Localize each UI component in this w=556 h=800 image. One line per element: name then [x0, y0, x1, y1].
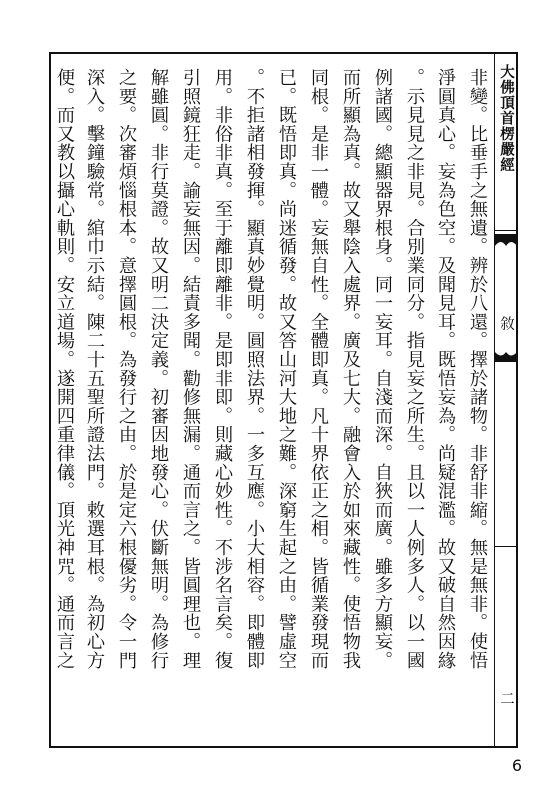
book-title: 大佛頂首楞嚴經 — [498, 64, 515, 173]
text-column-12: 之要。次審煩惱根本。意擇圓根。為發行之由。於是定六根優劣。令一門 — [116, 68, 137, 670]
text-column-1: 非變。比垂手之無遺。辨於八還。擇於諸物。非舒非縮。無是無非。使悟 — [467, 68, 488, 670]
fishtail-upper-icon — [495, 234, 517, 250]
divider-line — [495, 546, 517, 547]
folio-label: 二 — [498, 691, 514, 706]
text-column-9: 用。非俗非真。至于離即離非。是即非即。則藏心妙性。不涉名言矣。復 — [212, 68, 233, 670]
text-column-2: 淨圓真心。妄為色空。及聞見耳。既悟妄為。尚疑混濫。故又破自然因緣 — [435, 68, 456, 670]
text-column-13: 深入。擊鐘驗常。綰巾示結。陳二十五聖所證法門。敕選耳根。為初心方 — [84, 68, 105, 670]
margin-sidebar — [494, 54, 517, 746]
text-column-6: 同根。是非一體。妄無自性。全體即真。凡十界依正之相。皆循業發現而 — [308, 68, 329, 670]
body-text — [51, 54, 494, 746]
section-label: 敘 — [498, 316, 514, 331]
text-column-5: 而所顯為真。故又舉陰入處界。廣及七大。融會入於如來藏性。使悟物我 — [340, 68, 361, 670]
text-column-10: 引照鏡狂走。諭妄無因。結責多聞。勸修無漏。通而言之。皆圓理也。理 — [180, 68, 201, 670]
text-column-11: 解雖圓。非行莫證。故又明二決定義。初審因地發心。伏斷無明。為修行 — [148, 68, 169, 670]
divider-line — [495, 230, 517, 231]
text-column-7: 已。既悟即真。尚迷循發。故又答山河大地之難。深窮生起之由。譬虛空 — [276, 68, 297, 670]
text-column-3: 。示見見之非見。合別業同分。指見妄之所生。且以一人例多人。以一國 — [404, 68, 425, 670]
page-frame — [49, 52, 518, 748]
text-column-4: 例諸國。總顯器界根身。同一妄耳。自淺而深。自狹而廣。雖多方顯妄。 — [372, 68, 393, 670]
page-number: 6 — [511, 756, 523, 775]
fishtail-lower-icon — [495, 350, 517, 362]
text-column-8: 。不拒諸相發揮。顯真妙覺明。圓照法界。一多互應。小大相容。即體即 — [244, 68, 265, 670]
text-column-14: 便。而又教以攝心軌則。安立道場。遂開四重律儀。頂光神咒。通而言之 — [54, 68, 75, 670]
